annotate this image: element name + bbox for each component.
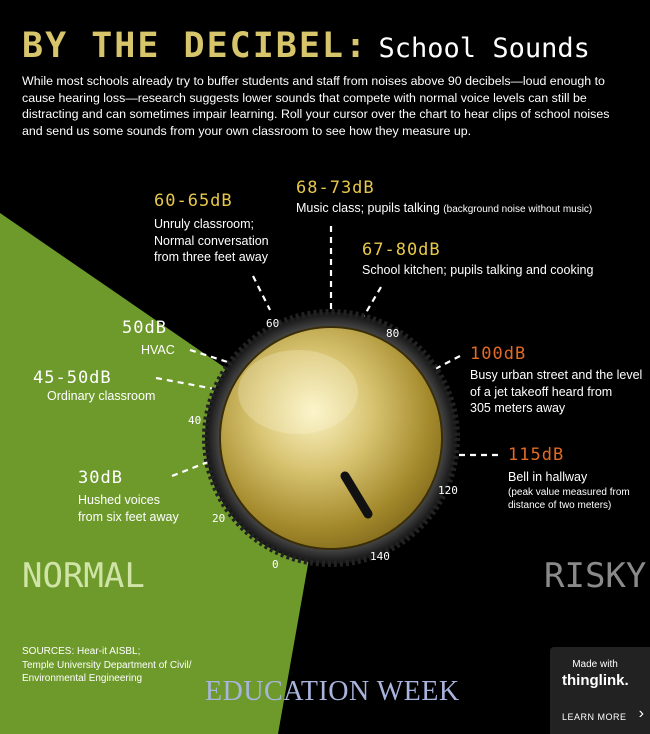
desc-unruly-classroom: Unruly classroom; Normal conversation from three feet away (154, 217, 269, 264)
db-label-30: 30dB (78, 468, 123, 488)
desc-music-class: Music class; pupils talking (background noise without music) (296, 201, 593, 215)
sources-note: SOURCES: Hear-it AISBL; Temple University Department of Civil/ Environmental Engineering (22, 646, 192, 684)
chevron-right-icon[interactable]: › (638, 705, 644, 722)
zone-label-risky: RISKY (544, 556, 647, 596)
zone-label-normal: NORMAL (22, 556, 145, 596)
dial-tick-60: 60 (266, 317, 280, 330)
thinglink-logo: thinglink. (562, 672, 629, 689)
dial-tick-120: 120 (438, 484, 458, 497)
thinglink-badge[interactable] (550, 647, 650, 734)
thinglink-made-with: Made with (572, 659, 618, 670)
db-label-50: 50dB (122, 318, 167, 338)
dial-tick-80: 80 (386, 327, 400, 340)
dial-tick-40: 40 (188, 414, 202, 427)
desc-hushed-voices: Hushed voices from six feet away (78, 493, 179, 524)
desc-busy-street: Busy urban street and the level of a jet takeoff heard from 305 meters away (470, 368, 643, 415)
db-label-115: 115dB (508, 445, 565, 465)
db-label-67-80: 67-80dB (362, 240, 441, 260)
desc-hvac: HVAC (141, 343, 175, 357)
dial-tick-20: 20 (212, 512, 226, 525)
db-label-100: 100dB (470, 344, 527, 364)
education-week-logo[interactable]: EDUCATION WEEK (205, 676, 460, 707)
dial-tick-140: 140 (370, 550, 390, 563)
desc-bell: Bell in hallway (peak value measured from distance of two meters) (508, 470, 630, 511)
desc-ordinary-classroom: Ordinary classroom (47, 389, 156, 403)
title-sub: School Sounds (378, 33, 590, 64)
title-main: BY THE DECIBEL: (22, 26, 369, 66)
db-label-60-65: 60-65dB (154, 191, 233, 211)
db-label-45-50: 45-50dB (33, 368, 112, 388)
intro-text: While most schools already try to buffer students and staff from noises above 90 decibels—loud enough to cause hearing loss—research suggests lower sounds that compete with normal voice levels can still be distracting and can sometimes impair learning. Roll your cursor over the chart to hear clips of school noises and send us some sounds from your own classroom to see how they measure up. (22, 74, 610, 138)
desc-school-kitchen: School kitchen; pupils talking and cooking (362, 263, 594, 277)
learn-more-link[interactable]: LEARN MORE (562, 712, 627, 722)
db-label-68-73: 68-73dB (296, 178, 375, 198)
dial-tick-0: 0 (272, 558, 279, 571)
